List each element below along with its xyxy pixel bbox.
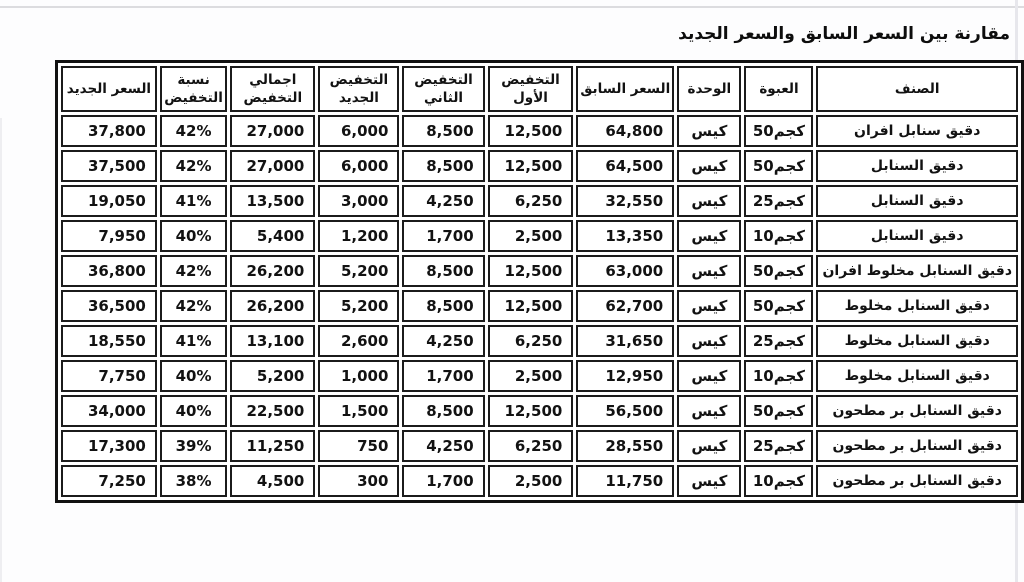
cell-new_price: 36,800 [61,255,157,287]
cell-discount2: 4,250 [402,325,484,357]
cell-new_price: 37,500 [61,150,157,182]
cell-discount1: 2,500 [488,465,574,497]
cell-pct: 40% [160,395,227,427]
cell-discount2: 4,250 [402,430,484,462]
cell-unit: كيس [677,220,741,252]
cell-discount1: 12,500 [488,395,574,427]
cell-discount1: 2,500 [488,220,574,252]
cell-unit: كيس [677,430,741,462]
column-header-total_discount: اجمالي التخفيض [230,66,315,112]
scan-edge-left [0,118,2,582]
table-row [61,150,1018,182]
cell-pct: 42% [160,115,227,147]
column-header-new_discount: التخفيض الجديد [318,66,399,112]
cell-unit: كيس [677,115,741,147]
column-header-pct: نسبة التخفيض [160,66,227,112]
scan-edge-top [0,6,1024,8]
cell-pct: 41% [160,185,227,217]
table-header [61,66,1018,112]
cell-prev_price: 62,700 [576,290,674,322]
cell-new_price: 7,950 [61,220,157,252]
cell-unit: كيس [677,465,741,497]
cell-package: 10كجم [744,220,813,252]
cell-new_price: 7,250 [61,465,157,497]
cell-discount1: 6,250 [488,325,574,357]
table-row [61,430,1018,462]
cell-package: 50كجم [744,290,813,322]
cell-item: دقيق السنابل بر مطحون [816,430,1018,462]
cell-new_discount: 1,500 [318,395,399,427]
table-row [61,220,1018,252]
cell-total_discount: 13,500 [230,185,315,217]
cell-pct: 42% [160,255,227,287]
cell-unit: كيس [677,255,741,287]
column-header-package: العبوة [744,66,813,112]
column-header-unit: الوحدة [677,66,741,112]
column-header-discount1: التخفيض الأول [488,66,574,112]
cell-total_discount: 4,500 [230,465,315,497]
table-row [61,115,1018,147]
cell-unit: كيس [677,395,741,427]
cell-prev_price: 28,550 [576,430,674,462]
cell-total_discount: 5,200 [230,360,315,392]
cell-discount1: 12,500 [488,290,574,322]
cell-discount2: 8,500 [402,255,484,287]
cell-pct: 42% [160,150,227,182]
cell-discount1: 12,500 [488,255,574,287]
cell-prev_price: 13,350 [576,220,674,252]
cell-prev_price: 56,500 [576,395,674,427]
cell-pct: 40% [160,360,227,392]
column-header-prev_price: السعر السابق [576,66,674,112]
cell-discount2: 8,500 [402,115,484,147]
cell-new_price: 17,300 [61,430,157,462]
cell-discount1: 6,250 [488,185,574,217]
cell-package: 50كجم [744,150,813,182]
cell-total_discount: 13,100 [230,325,315,357]
column-header-new_price: السعر الجديد [61,66,157,112]
cell-total_discount: 5,400 [230,220,315,252]
cell-new_discount: 6,000 [318,115,399,147]
cell-total_discount: 11,250 [230,430,315,462]
cell-total_discount: 27,000 [230,150,315,182]
cell-unit: كيس [677,325,741,357]
cell-discount1: 6,250 [488,430,574,462]
cell-package: 25كجم [744,430,813,462]
cell-item: دقيق السنابل بر مطحون [816,395,1018,427]
cell-prev_price: 12,950 [576,360,674,392]
cell-new_discount: 6,000 [318,150,399,182]
cell-prev_price: 63,000 [576,255,674,287]
table-body [61,115,1018,497]
cell-new_discount: 5,200 [318,290,399,322]
column-header-item: الصنف [816,66,1018,112]
cell-prev_price: 64,500 [576,150,674,182]
cell-pct: 40% [160,220,227,252]
cell-discount2: 8,500 [402,290,484,322]
cell-unit: كيس [677,360,741,392]
page-title: مقارنة بين السعر السابق والسعر الجديد [678,24,1010,44]
cell-pct: 41% [160,325,227,357]
cell-new_discount: 2,600 [318,325,399,357]
cell-item: دقيق السنابل مخلوط افران [816,255,1018,287]
cell-new_discount: 300 [318,465,399,497]
cell-new_discount: 1,200 [318,220,399,252]
cell-package: 50كجم [744,115,813,147]
cell-new_discount: 5,200 [318,255,399,287]
cell-discount2: 8,500 [402,150,484,182]
cell-new_price: 18,550 [61,325,157,357]
column-header-discount2: التخفيض الثاني [402,66,484,112]
cell-discount2: 8,500 [402,395,484,427]
cell-new_discount: 3,000 [318,185,399,217]
cell-unit: كيس [677,290,741,322]
cell-package: 50كجم [744,255,813,287]
cell-package: 25كجم [744,325,813,357]
cell-prev_price: 64,800 [576,115,674,147]
cell-package: 50كجم [744,395,813,427]
cell-total_discount: 26,200 [230,290,315,322]
cell-new_price: 36,500 [61,290,157,322]
cell-prev_price: 32,550 [576,185,674,217]
cell-package: 10كجم [744,360,813,392]
cell-discount1: 12,500 [488,150,574,182]
cell-pct: 39% [160,430,227,462]
cell-package: 10كجم [744,465,813,497]
cell-new_price: 7,750 [61,360,157,392]
cell-unit: كيس [677,185,741,217]
cell-new_price: 34,000 [61,395,157,427]
cell-discount2: 1,700 [402,220,484,252]
price-comparison-table [55,60,1024,503]
cell-discount1: 2,500 [488,360,574,392]
table-row [61,325,1018,357]
cell-pct: 38% [160,465,227,497]
cell-item: دقيق السنابل مخلوط [816,360,1018,392]
cell-item: دقيق سنابل افران [816,115,1018,147]
table-row [61,360,1018,392]
header-row [61,66,1018,112]
cell-total_discount: 27,000 [230,115,315,147]
cell-discount2: 1,700 [402,360,484,392]
cell-pct: 42% [160,290,227,322]
table-row [61,255,1018,287]
cell-package: 25كجم [744,185,813,217]
cell-new_discount: 1,000 [318,360,399,392]
cell-discount2: 1,700 [402,465,484,497]
cell-item: دقيق السنابل مخلوط [816,325,1018,357]
cell-discount1: 12,500 [488,115,574,147]
cell-unit: كيس [677,150,741,182]
cell-total_discount: 26,200 [230,255,315,287]
cell-item: دقيق السنابل [816,185,1018,217]
cell-item: دقيق السنابل [816,150,1018,182]
cell-prev_price: 31,650 [576,325,674,357]
cell-prev_price: 11,750 [576,465,674,497]
cell-new_discount: 750 [318,430,399,462]
cell-discount2: 4,250 [402,185,484,217]
cell-new_price: 37,800 [61,115,157,147]
cell-item: دقيق السنابل [816,220,1018,252]
table-row [61,290,1018,322]
table-row [61,395,1018,427]
cell-item: دقيق السنابل بر مطحون [816,465,1018,497]
table-row [61,465,1018,497]
cell-new_price: 19,050 [61,185,157,217]
cell-total_discount: 22,500 [230,395,315,427]
table-row [61,185,1018,217]
cell-item: دقيق السنابل مخلوط [816,290,1018,322]
